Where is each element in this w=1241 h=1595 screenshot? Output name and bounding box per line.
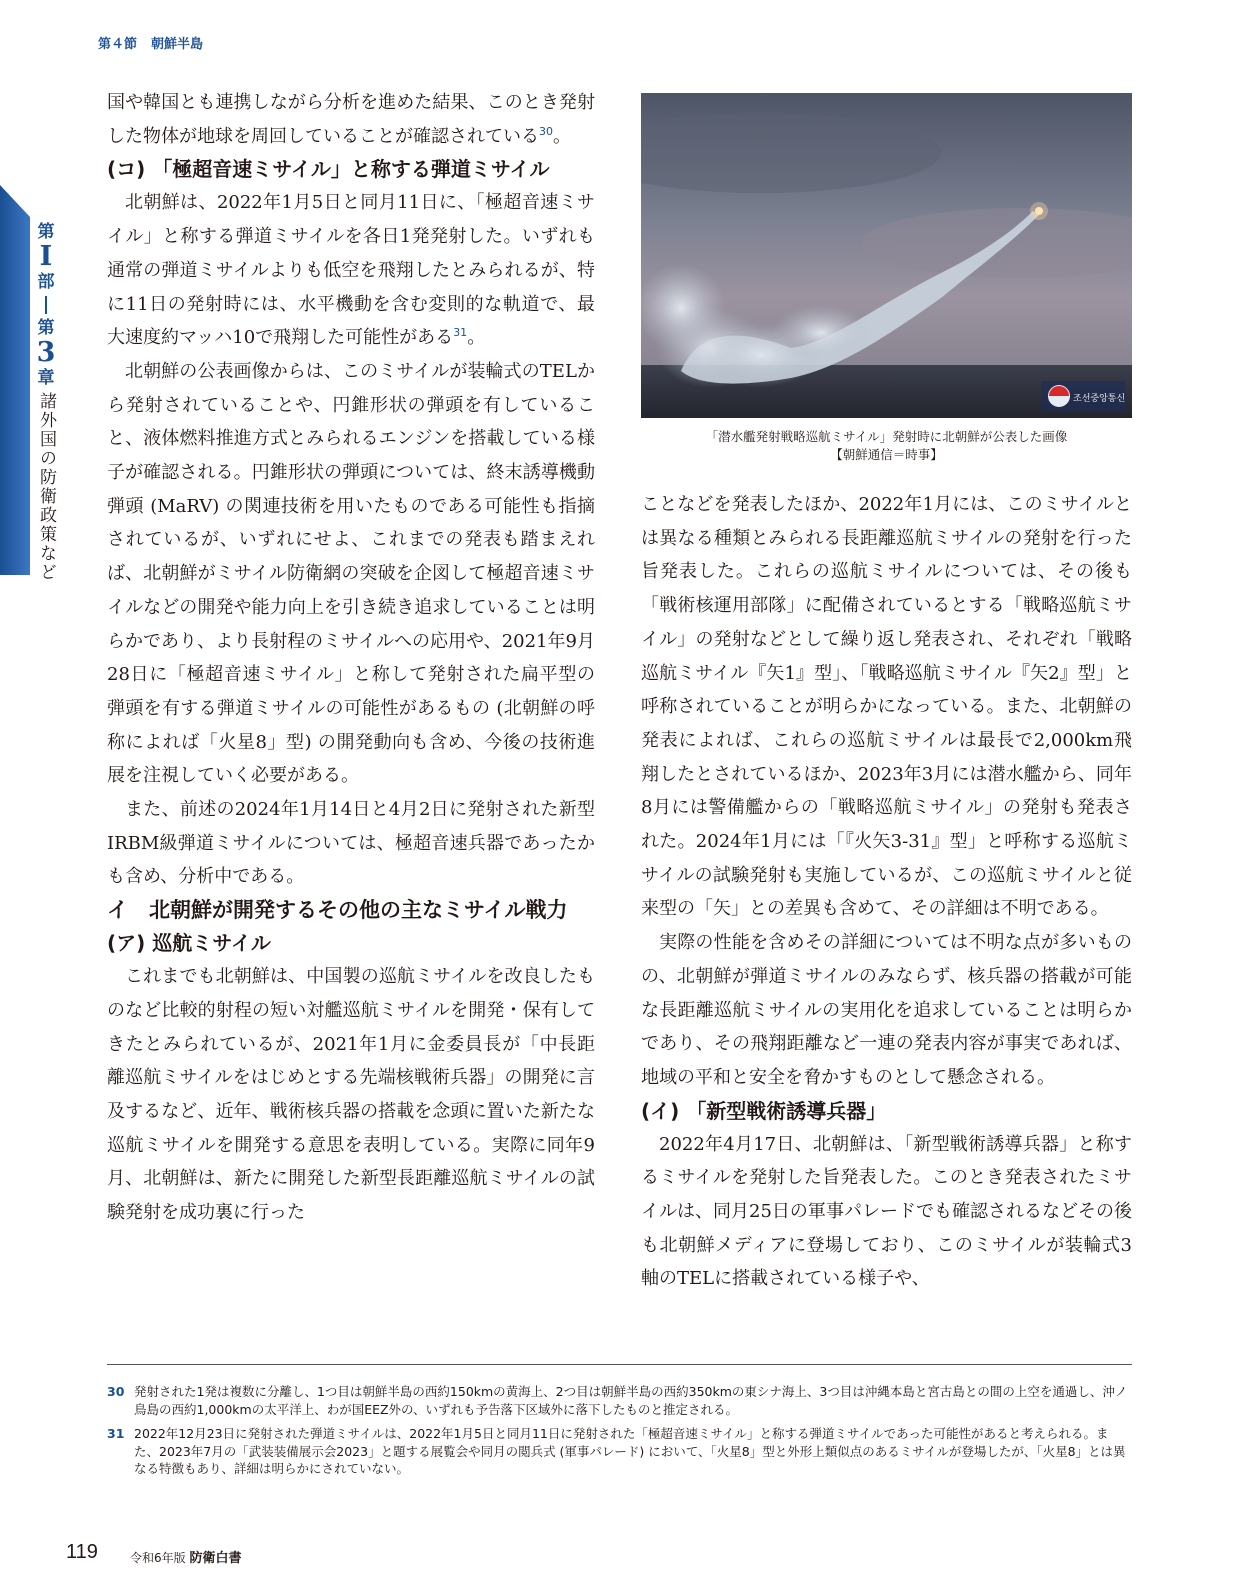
heading-i: イ 北朝鮮が開発するその他の主なミサイル戦力 bbox=[107, 898, 568, 923]
paragraph: 国や韓国とも連携しながら分析を進めた結果、このとき発射した物体が地球を周回していることが確認されている$^{30}$。 bbox=[107, 92, 595, 147]
divider bbox=[45, 296, 47, 314]
part-number: I bbox=[39, 241, 53, 272]
running-header bbox=[98, 33, 217, 52]
paragraph: ことなどを発表したほか、2022年1月には、このミサイルとは異なる種類とみられる長距離巡航ミサイルの発射を行った旨発表した。これらの巡航ミサイルについては、その後も「戦術核運用部隊」に配備されているとする「戦略巡航ミサイル」の発射などとして繰り返し発表され、それぞれ「戦略巡航ミサイル『矢1』型」、「戦略巡航ミサイル『矢2』型」と呼称されていることが明らかになっている。また、北朝鮮の発表によれば、これらの巡航ミサイルは最長で2,000km飛翔したとされているほか、2023年3月には潜水艦から、同年8月には警備艦からの「戦略巡航ミサイル」の発射も発表された。2024年1月には「『火矢3-31』型」と呼称する巡航ミサイルの試験発射も実施しているが、この巡航ミサイルと従来型の「矢」との差異も含めて、その詳細は不明である。 bbox=[641, 494, 1132, 920]
footnote-divider bbox=[107, 1364, 1132, 1365]
footnote-ref-30[interactable]: 30 bbox=[539, 124, 553, 138]
book-title: 令和6年版 防衛白書 bbox=[130, 1551, 242, 1566]
footnote-number: 31 bbox=[107, 1426, 125, 1441]
paragraph: 北朝鮮は、2022年1月5日と同月11日に、「極超音速ミサイル」と称する弾道ミサイルを各日1発発射した。いずれも通常の弾道ミサイルよりも低空を飛翔したとみられるが、特に11日の発射時には、水平機動を含む変則的な軌道で、最大速度約マッハ10で飛翔した可能性がある$^{31}$。 bbox=[107, 192, 595, 349]
footnote-ref-31[interactable]: 31 bbox=[453, 326, 468, 340]
chapter-suffix: 章 bbox=[37, 368, 55, 388]
part-chapter-label bbox=[33, 222, 59, 582]
paragraph: 北朝鮮の公表画像からは、このミサイルが装輪式のTELから発射されていることや、円錐形状の弾頭を有していること、液体燃料推進方式とみられるエンジンを搭載している様子が確認される。円錐形状の弾頭については、終末誘導機動弾頭 (MaRV) の関連技術を用いたものである可能性も指摘されているが、いずれにせよ、これまでの発表も踏まえれば、北朝鮮がミサイル防衛網の突破を企図して極超音速ミサイルなどの開発や能力向上を引き続き追求していることは明らかであり、より長射程のミサイルへの応用や、2021年9月28日に「極超音速ミサイル」と称して発射された扁平型の弾頭を有する弾道ミサイルの可能性があるもの (北朝鮮の呼称によれば「火星8」型) の開発動向も含め、今後の技術進展を注視していく必要がある。 bbox=[107, 360, 595, 787]
caption-line: 「潜水艦発射戦略巡航ミサイル」発射時に北朝鮮が公表した画像 bbox=[705, 429, 1068, 444]
chapter-title: 諸外国の防衛政策など bbox=[36, 392, 56, 582]
right-column bbox=[641, 488, 1132, 1296]
missile-launch-photo bbox=[641, 93, 1132, 418]
paragraph: 2022年4月17日、北朝鮮は、「新型戦術誘導兵器」と称するミサイルを発射した旨発表した。このとき発表されたミサイルは、同月25日の軍事パレードでも確認されるなどその後も北朝鮮メディアに登場しており、このミサイルが装輪式3軸のTELに搭載されている様子や、 bbox=[641, 1133, 1132, 1290]
section-title: 朝鮮半島 bbox=[151, 37, 204, 52]
footnote-text: 2022年12月23日に発射された弾道ミサイルは、2022年1月5日と同月11日に発射された「極超音速ミサイル」と称する弾道ミサイルであった可能性があると考えられる。また、2023年7月の「武装装備展示会2023」と題する展覧会や同月の閲兵式 (軍事パレード) において、「火星8」型と外形上類似点のあるミサイルが登場したが、「火星8」とは異なる特徴もあり、詳細は明らかにされていない。 bbox=[134, 1426, 1126, 1476]
part-suffix: 部 bbox=[37, 272, 55, 292]
footnote-30 bbox=[107, 1383, 1132, 1418]
chapter-prefix: 第 bbox=[37, 318, 55, 338]
section-number: 第４節 bbox=[98, 37, 138, 52]
left-column bbox=[107, 86, 595, 1230]
footnote-text: 発射された1発は複数に分離し、1つ目は朝鮮半島の西約150kmの黄海上、2つ目は朝鮮半島の西約350kmの東シナ海上、3つ目は沖縄本島と宮古島との間の上空を通過し、沖ノ鳥島の西約1,000kmの太平洋上、わが国EEZ外の、いずれも予告落下区域外に落下したものと推定される。 bbox=[134, 1384, 1128, 1417]
paragraph: 実際の性能を含めその詳細については不明な点が多いものの、北朝鮮が弾道ミサイルのみならず、核兵器の搭載が可能な長距離巡航ミサイルの実用化を追求していることは明らかであり、その飛翔距離など一連の発表内容が事実であれば、地域の平和と安全を脅かすものとして懸念される。 bbox=[641, 932, 1132, 1088]
part-prefix: 第 bbox=[37, 222, 55, 242]
side-tab-shape bbox=[0, 185, 30, 575]
heading-i-small: (イ) 「新型戦術誘導兵器」 bbox=[641, 1098, 887, 1123]
paragraph: また、前述の2024年1月14日と4月2日に発射された新型IRBM級弾道ミサイルについては、極超音速兵器であったかも含め、分析中である。 bbox=[107, 799, 595, 888]
footnote-number: 30 bbox=[107, 1384, 125, 1399]
heading-ko: (コ) 「極超音速ミサイル」と称する弾道ミサイル bbox=[107, 157, 550, 182]
chapter-number: 3 bbox=[36, 337, 56, 368]
paragraph: これまでも北朝鮮は、中国製の巡航ミサイルを改良したものなど比較的射程の短い対艦巡航ミサイルを開発・保有してきたとみられているが、2021年1月に金委員長が「中長距離巡航ミサイルをはじめとする先端核戦術兵器」の開発に言及するなど、近年、戦術核兵器の搭載を念頭に置いた新たな巡航ミサイルを開発する意思を表明している。実際に同年9月、北朝鮮は、新たに開発した新型長距離巡航ミサイルの試験発射を成功裏に行った bbox=[107, 966, 595, 1224]
footnote-31 bbox=[107, 1425, 1132, 1478]
heading-a: (ア) 巡航ミサイル bbox=[107, 931, 271, 956]
photo-logo-text: 조선중앙통신 bbox=[1073, 394, 1126, 404]
caption-credit: 【朝鮮通信＝時事】 bbox=[830, 447, 943, 462]
page-number: 119 bbox=[66, 1541, 98, 1563]
photo-caption bbox=[641, 428, 1132, 464]
